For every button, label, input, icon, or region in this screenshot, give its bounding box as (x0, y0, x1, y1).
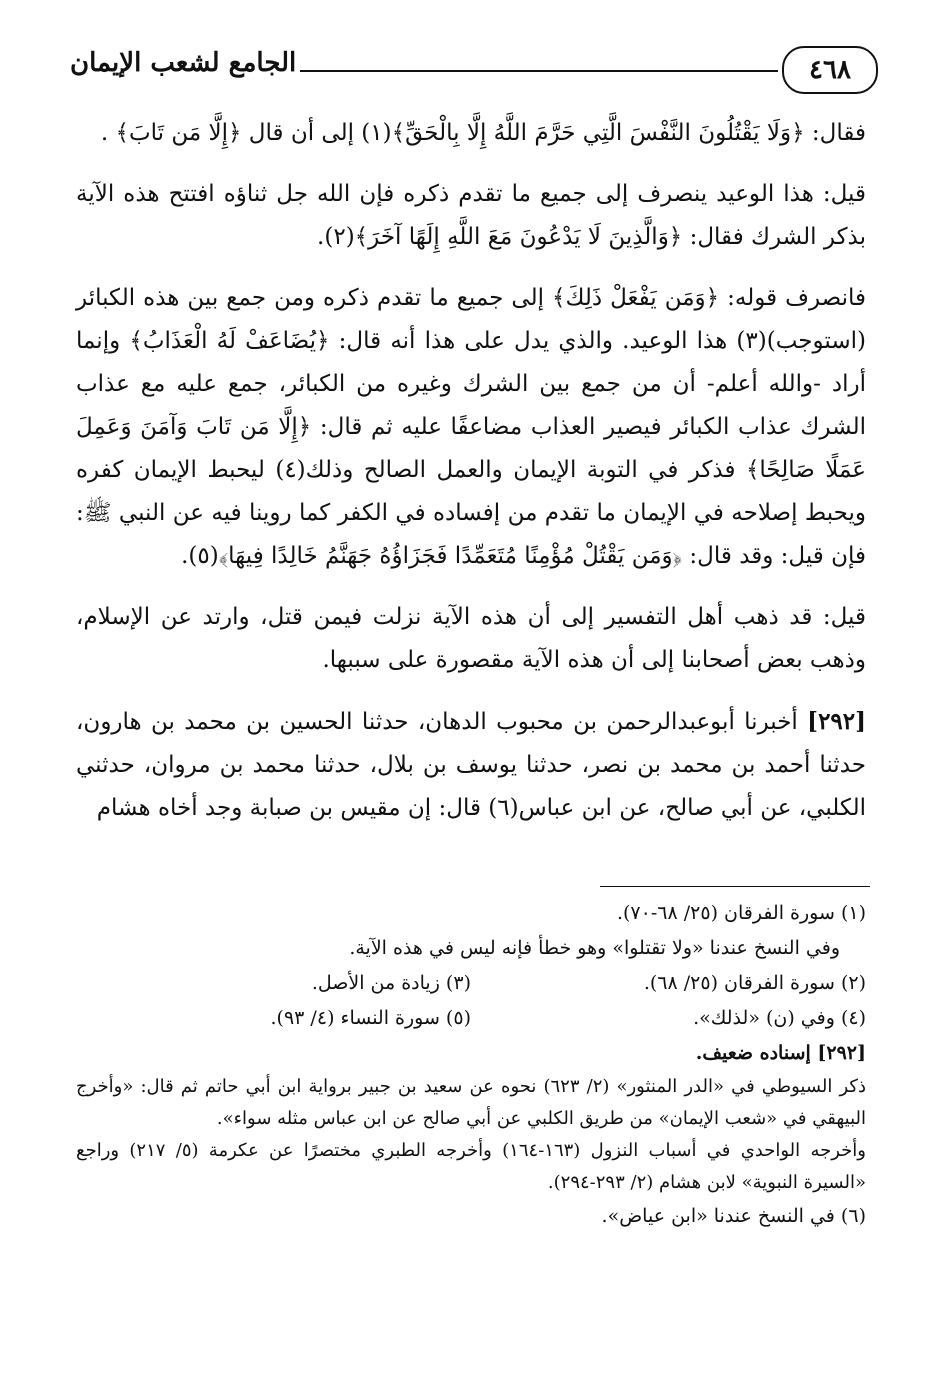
footnote-1-note: وفي النسخ عندنا «ولا تقتلوا» وهو خطأ فإنه ليس في هذه الآية. (349, 937, 840, 959)
footnote-2: (٢) سورة الفرقان (٢٥/ ٦٨). (643, 972, 866, 994)
hadith-number: [٢٩٢] (807, 708, 867, 735)
footnote-row-4-5 (76, 1001, 866, 1036)
footnote-292-text-b: وأخرجه الواحدي في أسباب النزول (١٦٣-١٦٤) وأخرجه الطبري مختصرًا عن عكرمة (٥/ ٢١٧) وراجع «السيرة النبوية» لابن هشام (٢/ ٢٩٣-٢٩٤). (76, 1140, 866, 1193)
header-rule (300, 70, 778, 72)
paragraph-4: قيل: قد ذهب أهل التفسير إلى أن هذه الآية نزلت فيمن قتل، وارتد عن الإسلام، وذهب بعض أصحابنا إلى أن هذه الآية مقصورة على سببها. (76, 604, 866, 673)
footnote-6: (٦) في النسخ عندنا «ابن عياض». (601, 1205, 866, 1227)
footnote-5: (٥) سورة النساء (٤/ ٩٣). (270, 1007, 471, 1029)
footnote-292-title: [٢٩٢] إسناده ضعيف. (695, 1042, 866, 1064)
paragraph-1: فقال: ﴿وَلَا يَقْتُلُونَ النَّفْسَ الَّتِي حَرَّمَ اللَّهُ إِلَّا بِالْحَقِّ﴾(١) إلى أن قال ﴿إِلَّا مَن تَابَ﴾ . (100, 120, 866, 146)
page-number: ٤٦٨ (782, 46, 878, 94)
footnote-row-2-3 (76, 966, 866, 1001)
paragraph-3: فانصرف قوله: ﴿وَمَن يَفْعَلْ ذَلِكَ﴾ إلى جميع ما تقدم ذكره ومن جمع بين هذه الكبائر (استوجب)(٣) هذا الوعيد. والذي يدل على هذا أنه قال: ﴿يُضَاعَفْ لَهُ الْعَذَابُ﴾ وإنما أراد -والله أعلم- أن من جمع بين الشرك وغيره من الكبائر، جمع عليه مع عذاب الشرك عذاب الكبائر فيصير العذاب مضاعفًا عليه ثم قال: ﴿إِلَّا مَن تَابَ وَآمَنَ وَعَمِلَ عَمَلًا صَالِحًا﴾ فذكر في التوبة الإيمان والعمل الصالح وذلك(٤) ليحبط الإيمان كفره ويحبط إصلاحه في الإيمان ما تقدم من إفساده في الكفر كما روينا فيه عن النبي ﷺ: فإن قيل: وقد قال: ﴿وَمَن يَقْتُلْ مُؤْمِنًا مُتَعَمِّدًا فَجَزَاؤُهُ جَهَنَّمُ خَالِدًا فِيهَا﴾(٥). (76, 285, 867, 569)
main-text (76, 112, 866, 848)
book-title: الجامع لشعب الإيمان (70, 48, 297, 78)
footnote-1: (١) سورة الفرقان (٢٥/ ٦٨-٧٠). (616, 902, 866, 924)
footnote-4: (٤) وفي (ن) «لذلك». (693, 1007, 866, 1029)
footnote-292-text-a: ذكر السيوطي في «الدر المنثور» (٢/ ٦٢٣) نحوه عن سعيد بن جبير برواية ابن أبي حاتم ثم قال: «وأخرج البيهقي في «شعب الإيمان» من طريق الكلبي عن أبي صالح عن ابن عباس مثله سواء». (76, 1076, 866, 1129)
hadith-text: أخبرنا أبوعبدالرحمن بن محبوب الدهان، حدثنا الحسين بن محمد بن هارون، حدثنا أحمد بن محمد بن نصر، حدثنا يوسف بن بلال، حدثنا محمد بن مروان، حدثني الكلبي، عن أبي صالح، عن ابن عباس(٦) قال: إن مقيس بن صبابة وجد أخاه هشام (76, 709, 866, 821)
paragraph-2: قيل: هذا الوعيد ينصرف إلى جميع ما تقدم ذكره فإن الله جل ثناؤه افتتح هذه الآية بذكر الشرك فقال: ﴿وَالَّذِينَ لَا يَدْعُونَ مَعَ اللَّهِ إِلَهًا آخَرَ﴾(٢). (76, 181, 866, 250)
page-header (70, 40, 878, 100)
footnote-separator (600, 886, 870, 887)
paragraph-hadith-292 (76, 700, 866, 830)
footnote-3: (٣) زيادة من الأصل. (311, 972, 471, 994)
footnotes (76, 896, 866, 1234)
